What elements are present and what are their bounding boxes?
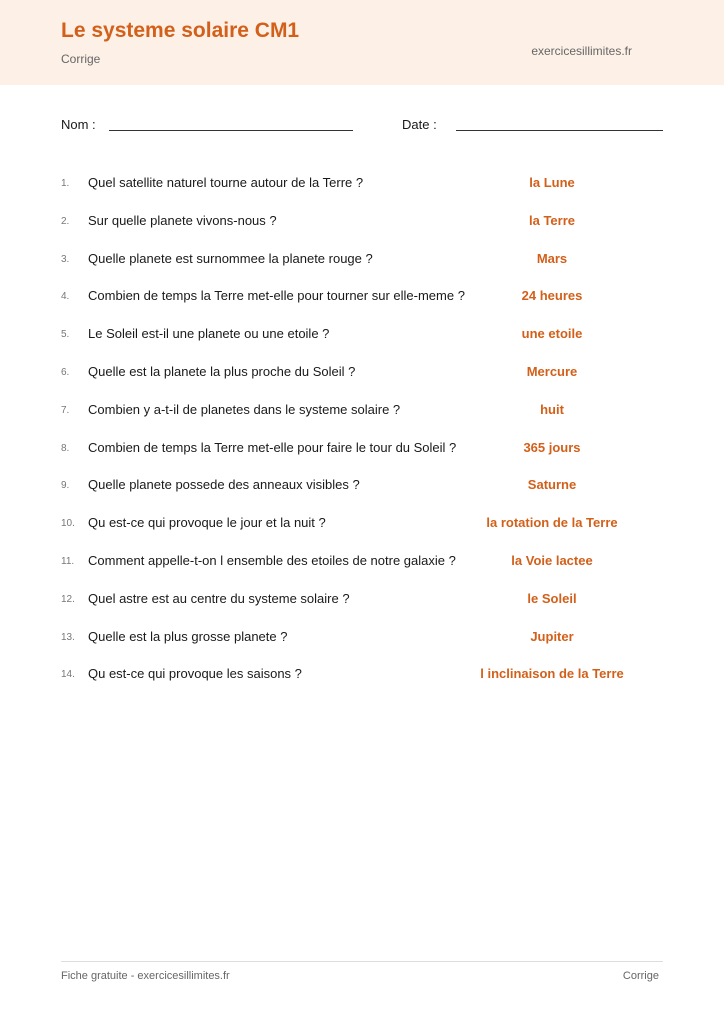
question-row — [0, 326, 724, 346]
question-number: 6. — [61, 367, 70, 378]
date-line — [456, 130, 663, 131]
question-number: 4. — [61, 291, 70, 303]
question-number: 9. — [61, 480, 70, 492]
question-number: 13. — [61, 631, 75, 643]
question-answer: le Soleil — [527, 590, 577, 606]
question-answer: huit — [540, 401, 564, 417]
date-label: Date : — [402, 117, 437, 132]
question-row — [0, 364, 724, 384]
question-number: 2. — [61, 215, 70, 227]
question-text: Quelle planete est surnommee la planete rouge ? — [88, 250, 373, 266]
page-subtitle: Corrige — [61, 52, 101, 66]
question-row — [0, 213, 724, 233]
question-answer: 24 heures — [521, 288, 583, 304]
page-title: Le systeme solaire CM1 — [61, 19, 300, 42]
question-text: Quelle planete possede des anneaux visibles ? — [88, 477, 360, 493]
question-text: Combien de temps la Terre met-elle pour faire le tour du Soleil ? — [88, 439, 457, 455]
question-number: 10. — [61, 518, 75, 530]
question-number: 3. — [61, 253, 70, 265]
question-number: 1. — [61, 178, 70, 189]
question-row — [0, 553, 724, 573]
question-text: Quelle est la planete la plus proche du Soleil ? — [88, 364, 356, 379]
name-label: Nom : — [61, 117, 96, 132]
question-text: Quelle est la plus grosse planete ? — [88, 628, 288, 644]
question-text: Combien y a-t-il de planetes dans le systeme solaire ? — [88, 401, 401, 417]
question-row — [0, 477, 724, 497]
question-number: 5. — [61, 329, 70, 341]
question-row — [0, 440, 724, 460]
question-answer: l inclinaison de la Terre — [480, 666, 624, 682]
question-row — [0, 288, 724, 308]
question-row — [0, 591, 724, 611]
question-answer: Saturne — [527, 477, 577, 493]
question-row — [0, 515, 724, 535]
question-number: 14. — [61, 669, 75, 681]
question-row — [0, 402, 724, 422]
question-answer: Mars — [536, 250, 568, 266]
question-row — [0, 175, 724, 195]
question-number: 11. — [61, 556, 75, 567]
question-answer: la Terre — [528, 212, 575, 228]
question-row — [0, 666, 724, 686]
footer-left-text: Fiche gratuite - exercicesillimites.fr — [61, 970, 230, 982]
question-text: Quel astre est au centre du systeme solaire ? — [88, 590, 350, 606]
header-band — [0, 0, 724, 85]
question-text: Quel satellite naturel tourne autour de la Terre ? — [88, 175, 364, 190]
question-text: Comment appelle-t-on l ensemble des etoiles de notre galaxie ? — [88, 553, 456, 568]
name-line — [109, 130, 353, 131]
question-text: Combien de temps la Terre met-elle pour tourner sur elle-meme ? — [88, 288, 465, 304]
footer-right-text: Corrige — [622, 970, 659, 982]
site-name: exercicesillimites.fr — [531, 44, 632, 58]
question-text: Qu est-ce qui provoque le jour et la nuit ? — [88, 515, 326, 531]
question-number: 7. — [61, 404, 70, 416]
question-row — [0, 251, 724, 271]
question-answer: Mercure — [526, 364, 578, 379]
footer-divider — [61, 961, 663, 962]
question-text: Sur quelle planete vivons-nous ? — [88, 212, 277, 228]
question-number: 12. — [61, 593, 75, 605]
question-text: Qu est-ce qui provoque les saisons ? — [88, 666, 302, 682]
question-answer: la Lune — [529, 175, 575, 190]
question-answer: 365 jours — [523, 439, 581, 455]
question-answer: la rotation de la Terre — [486, 515, 618, 531]
question-row — [0, 629, 724, 649]
question-text: Le Soleil est-il une planete ou une etoile ? — [88, 326, 330, 342]
question-number: 8. — [61, 442, 70, 454]
question-answer: Jupiter — [530, 628, 574, 644]
question-answer: la Voie lactee — [511, 553, 593, 568]
question-answer: une etoile — [521, 326, 583, 342]
